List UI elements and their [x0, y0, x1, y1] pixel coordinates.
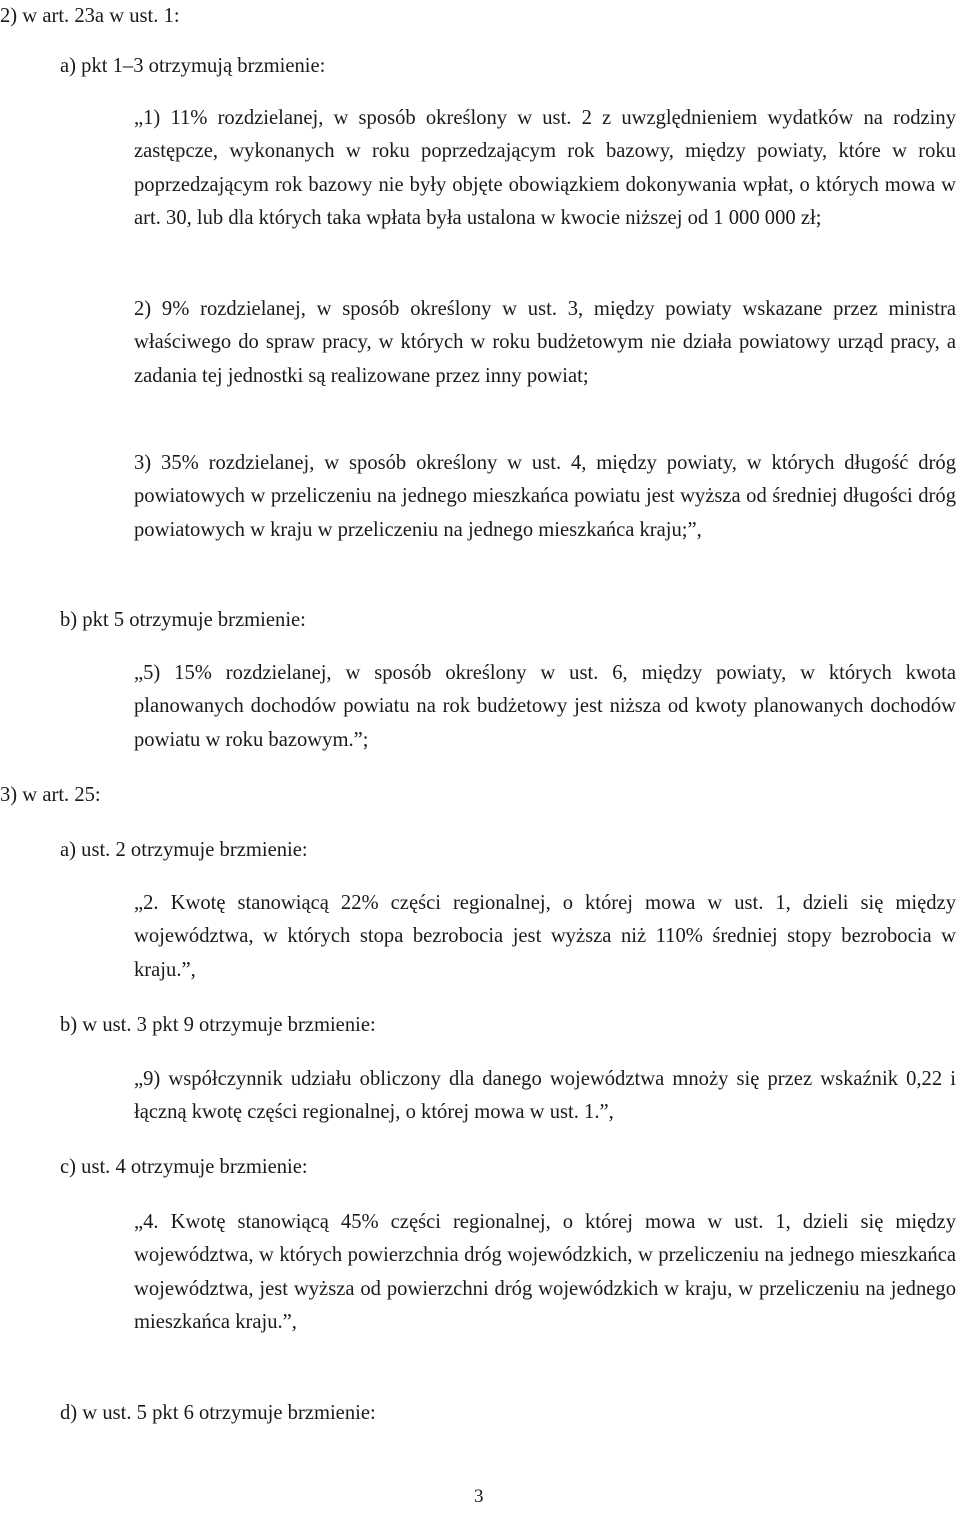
subsection-heading: a) pkt 1–3 otrzymują brzmienie:: [60, 55, 326, 77]
section-heading: 3) w art. 25:: [0, 784, 101, 806]
subsection-heading: d) w ust. 5 pkt 6 otrzymuje brzmienie:: [60, 1402, 376, 1424]
subsection-heading: b) w ust. 3 pkt 9 otrzymuje brzmienie:: [60, 1014, 376, 1036]
amendment-paragraph: „5) 15% rozdzielanej, w sposób określony w ust. 6, między powiaty, w których kwota planowanych dochodów powiatu na rok budżetowy jest niższa od kwoty planowanych dochodów powiatu w roku bazowym.”;: [134, 662, 956, 751]
subsection-heading: c) ust. 4 otrzymuje brzmienie:: [60, 1156, 308, 1178]
page-number: 3: [474, 1486, 484, 1507]
amendment-paragraph: „9) współczynnik udziału obliczony dla danego województwa mnoży się przez wskaźnik 0,22 i łączną kwotę części regionalnej, o której mowa w ust. 1.”,: [134, 1068, 956, 1124]
subsection-heading: b) pkt 5 otrzymuje brzmienie:: [60, 609, 306, 631]
amendment-paragraph: 3) 35% rozdzielanej, w sposób określony w ust. 4, między powiaty, w których długość dróg powiatowych w przeliczeniu na jednego mieszkańca powiatu jest wyższa od średniej długości dróg powiatowych w kraju w przeliczeniu na jednego mieszkańca kraju;”,: [134, 452, 956, 541]
amendment-paragraph: 2) 9% rozdzielanej, w sposób określony w ust. 3, między powiaty wskazane przez ministra właściwego do spraw pracy, w których w roku budżetowym nie działa powiatowy urząd pracy, a zadania tej jednostki są realizowane przez inny powiat;: [134, 298, 956, 387]
section-heading: 2) w art. 23a w ust. 1:: [0, 5, 180, 27]
subsection-heading: a) ust. 2 otrzymuje brzmienie:: [60, 839, 308, 861]
amendment-paragraph: „1) 11% rozdzielanej, w sposób określony w ust. 2 z uwzględnieniem wydatków na rodziny zastępcze, wykonanych w roku poprzedzającym rok bazowy, między powiaty, które w roku poprzedzającym rok bazowy nie były objęte obowiązkiem dokonywania wpłat, o których mowa w art. 30, lub dla których taka wpłata była ustalona w kwocie niższej od 1 000 000 zł;: [134, 107, 956, 229]
amendment-paragraph: „4. Kwotę stanowiącą 45% części regionalnej, o której mowa w ust. 1, dzieli się między województwa, w których powierzchnia dróg wojewódzkich, w przeliczeniu na jednego mieszkańca województwa, jest wyższa od powierzchni dróg wojewódzkich w kraju, w przeliczeniu na jednego mieszkańca kraju.”,: [134, 1211, 956, 1333]
amendment-paragraph: „2. Kwotę stanowiącą 22% części regionalnej, o której mowa w ust. 1, dzieli się między województwa, w których stopa bezrobocia jest wyższa niż 110% średniej stopy bezrobocia w kraju.”,: [134, 892, 956, 981]
